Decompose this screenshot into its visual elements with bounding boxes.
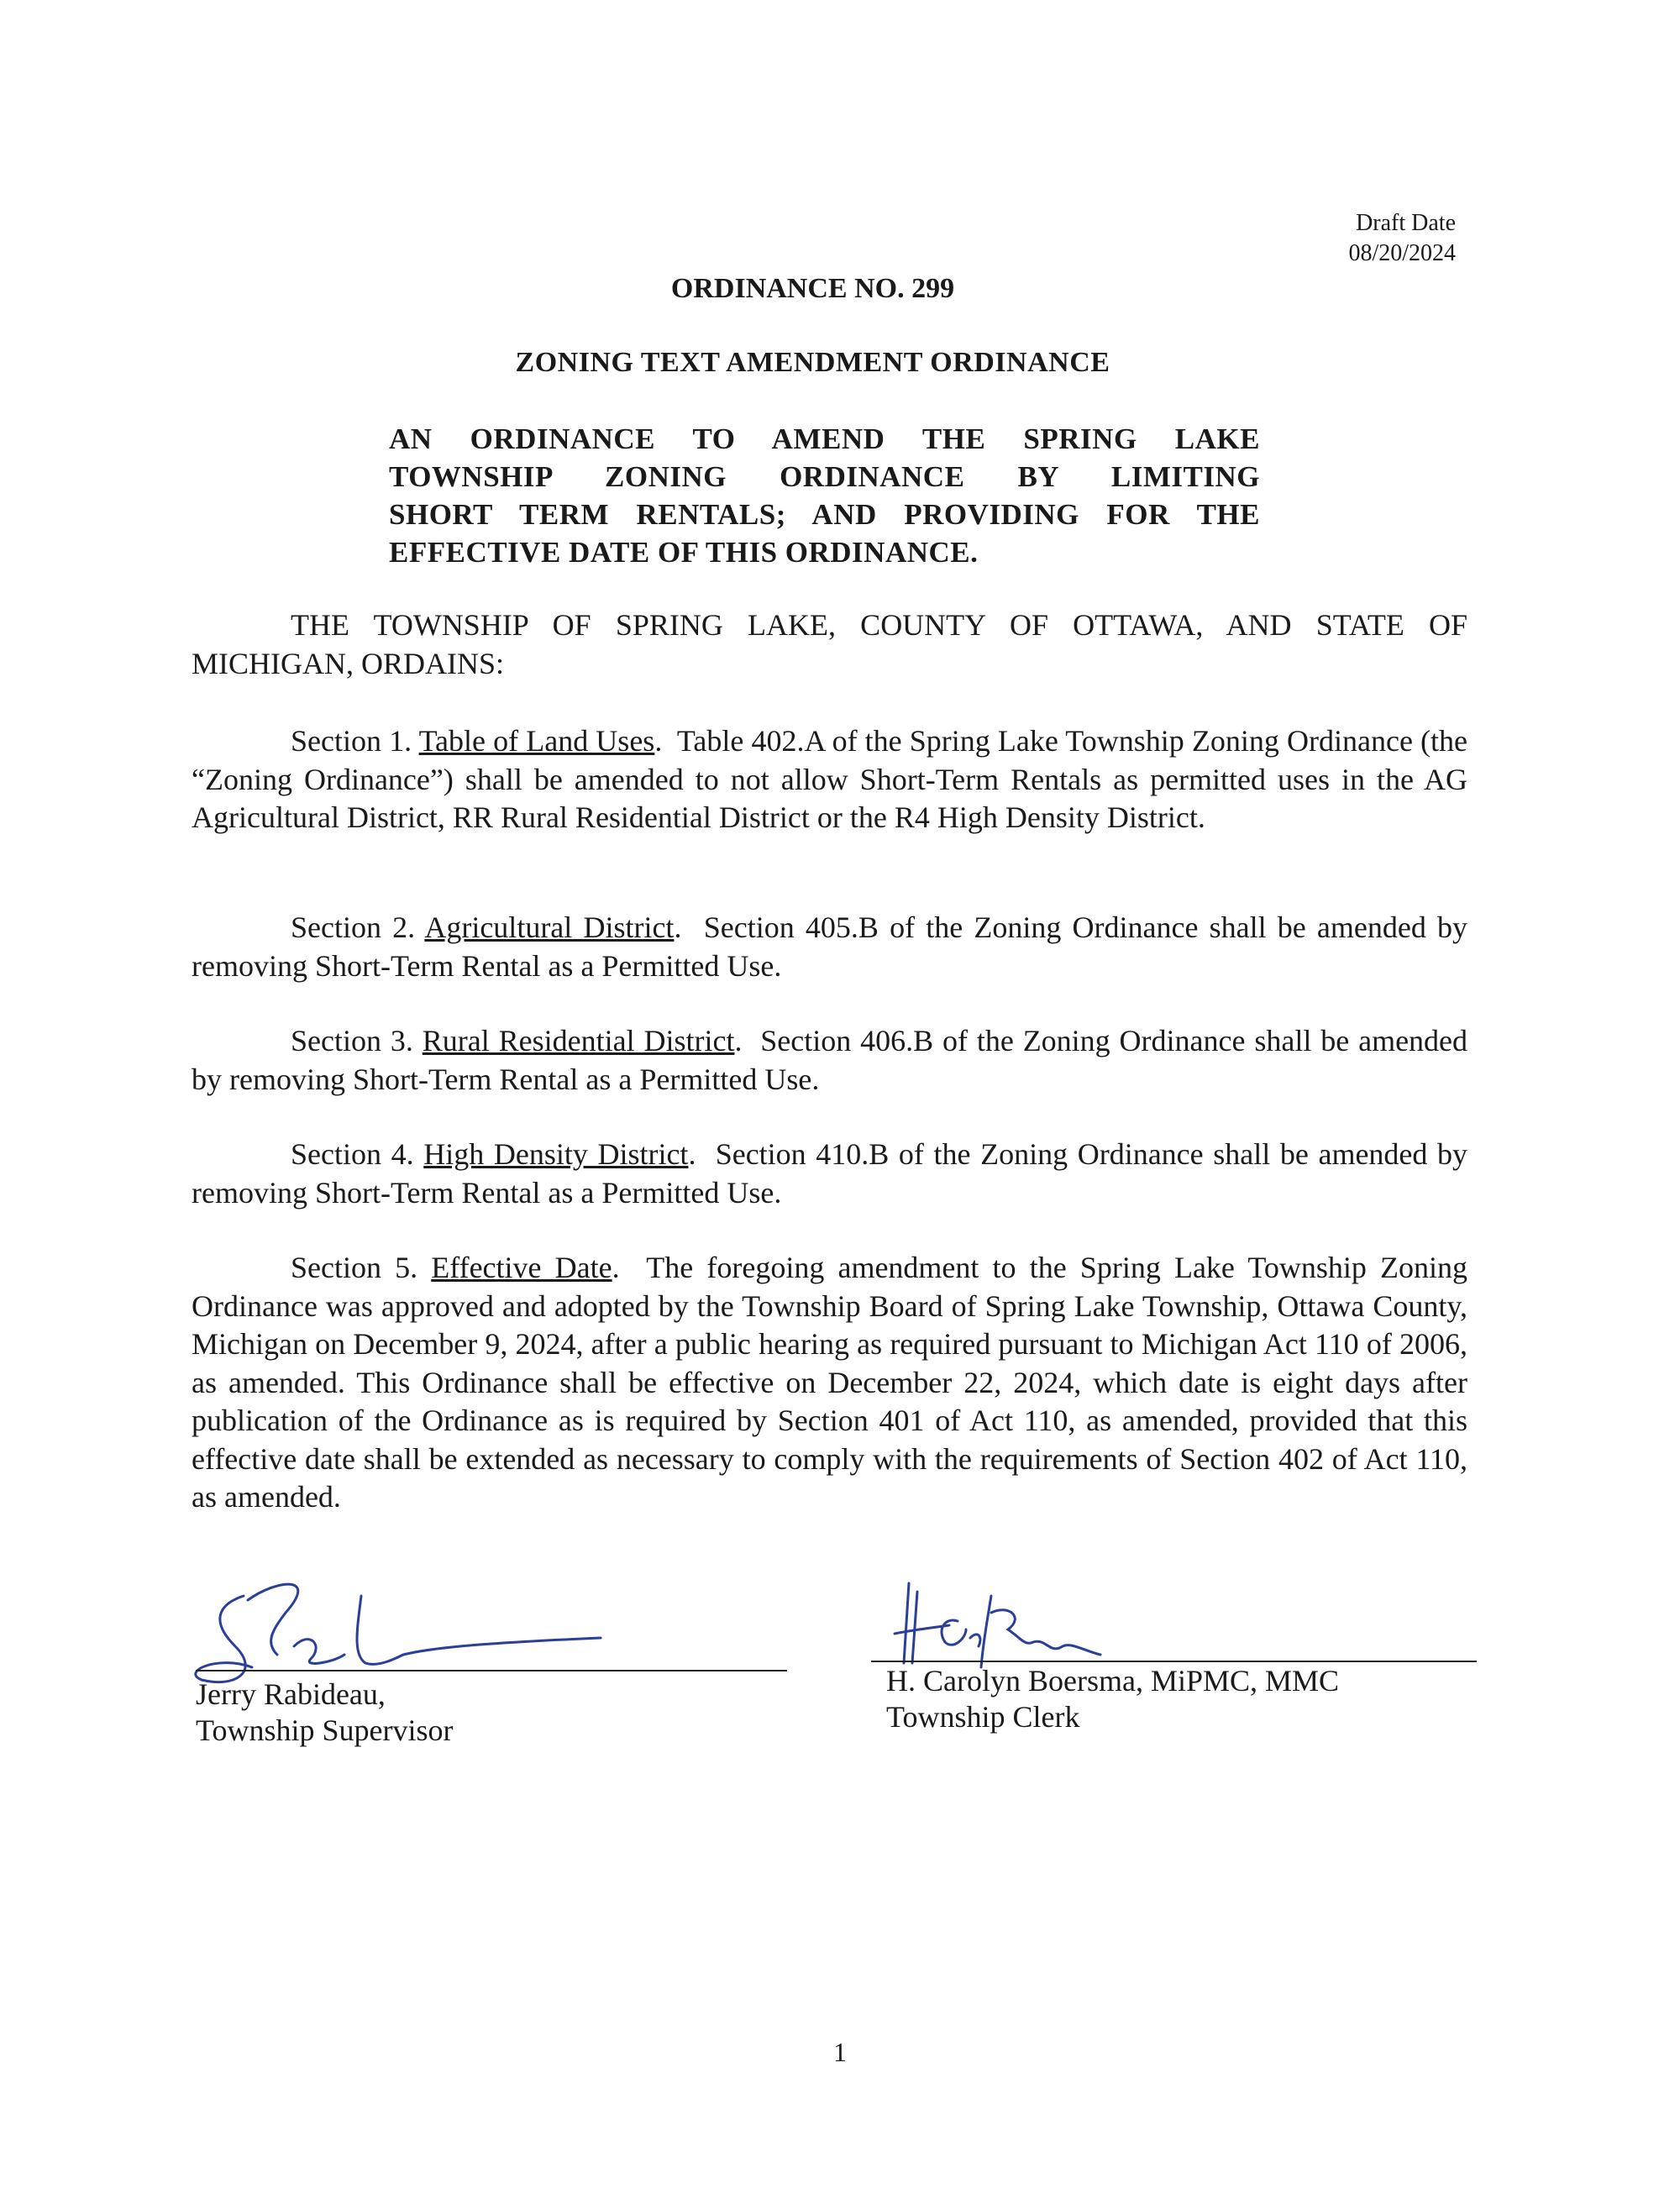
section-text: Table 402.A of the Spring Lake Township Zoning Ordinance (the “Zoning Ordinance”) shall be amended to not allow Short-Term Rentals as permitted uses in the AG Agricultural District, RR Rural Residential District or the R4 High Density District.: [192, 724, 1467, 834]
clerk-block: [886, 1663, 1339, 1735]
ordinance-subtitle: ZONING TEXT AMENDMENT ORDINANCE: [515, 347, 1110, 378]
section-text: Section 410.B of the Zoning Ordinance shall be amended by removing Short-Term Rental as a Permitted Use.: [192, 1137, 1468, 1210]
ordinance-title: [389, 420, 1260, 571]
preamble: THE TOWNSHIP OF SPRING LAKE, COUNTY OF OTTAWA, AND STATE OF MICHIGAN, ORDAINS:: [192, 608, 1467, 680]
section-3: Section 3. Rural Residential District. Section 406.B of the Zoning Ordinance shall be amended by removing Short-Term Rental as a Permitted Use.: [192, 1024, 1468, 1096]
ordinance-number: ORDINANCE NO. 299: [670, 273, 955, 304]
draft-date-value: 08/20/2024: [1348, 240, 1456, 266]
clerk-name: H. Carolyn Boersma, MiPMC, MMC: [886, 1664, 1340, 1698]
clerk-signature: [882, 1579, 1168, 1671]
section-heading: High Density District: [423, 1137, 689, 1171]
section-text: The foregoing amendment to the Spring Lake Township Zoning Ordinance was approved and adopted by the Township Board of Spring Lake Township, Ottawa County, Michigan on December 9, 2024, after a public hearing as required pursuant to Michigan Act 110 of 2006, as amended. This Ordinance shall be effective on December 22, 2024, which date is eight days after publication of the Ordinance as is required by Section 401 of Act 110, as amended, provided that this effective date shall be extended as necessary to comply with the requirements of Section 402 of Act 110, as amended.: [192, 1251, 1468, 1514]
title-line: SHORT TERM RENTALS; AND PROVIDING FOR THE: [389, 498, 1260, 531]
supervisor-title: Township Supervisor: [196, 1713, 454, 1747]
supervisor-name: Jerry Rabideau,: [196, 1677, 386, 1711]
section-heading: Agricultural District: [424, 910, 675, 944]
section-text: Section 406.B of the Zoning Ordinance shall be amended by removing Short-Term Rental as a Permitted Use.: [192, 1024, 1468, 1096]
title-line: EFFECTIVE DATE OF THIS ORDINANCE.: [389, 536, 979, 569]
title-line: AN ORDINANCE TO AMEND THE SPRING LAKE: [389, 422, 1260, 455]
section-label: Section 4.: [291, 1137, 414, 1171]
section-1: Section 1. Table of Land Uses. Table 402.A of the Spring Lake Township Zoning Ordinance (the “Zoning Ordinance”) shall be amended to not allow Short-Term Rentals as permitted uses in the AG Agricultural District, RR Rural Residential District or the R4 High Density District.: [192, 724, 1467, 834]
clerk-title: Township Clerk: [886, 1700, 1080, 1734]
section-heading: Rural Residential District: [422, 1024, 735, 1057]
section-heading: Effective Date: [431, 1251, 612, 1284]
clerk-signature-line: [871, 1661, 1477, 1662]
draft-date: [1348, 208, 1456, 269]
supervisor-signature-line: [196, 1670, 787, 1671]
title-line: TOWNSHIP ZONING ORDINANCE BY LIMITING: [389, 460, 1260, 493]
section-label: Section 5.: [291, 1251, 418, 1284]
section-text: Section 405.B of the Zoning Ordinance shall be amended by removing Short-Term Rental as a Permitted Use.: [192, 910, 1468, 983]
section-5: Section 5. Effective Date. The foregoing amendment to the Spring Lake Township Zoning Ordinance was approved and adopted by the Township Board of Spring Lake Township, Ottawa County, Michigan on December 9, 2024, after a public hearing as required pursuant to Michigan Act 110 of 2006, as amended. This Ordinance shall be effective on December 22, 2024, which date is eight days after publication of the Ordinance as is required by Section 401 of Act 110, as amended, provided that this effective date shall be extended as necessary to comply with the requirements of Section 402 of Act 110, as amended.: [192, 1251, 1468, 1514]
page-number: 1: [833, 2037, 847, 2067]
draft-date-label: Draft Date: [1356, 210, 1456, 236]
section-4: Section 4. High Density District. Section 410.B of the Zoning Ordinance shall be amended by removing Short-Term Rental as a Permitted Use.: [192, 1137, 1468, 1210]
section-label: Section 1.: [291, 724, 412, 758]
supervisor-block: [196, 1677, 453, 1749]
section-2: Section 2. Agricultural District. Section 405.B of the Zoning Ordinance shall be amended by removing Short-Term Rental as a Permitted Use.: [192, 910, 1468, 983]
section-label: Section 3.: [291, 1024, 413, 1057]
section-heading: Table of Land Uses: [418, 724, 655, 758]
section-label: Section 2.: [291, 910, 416, 944]
